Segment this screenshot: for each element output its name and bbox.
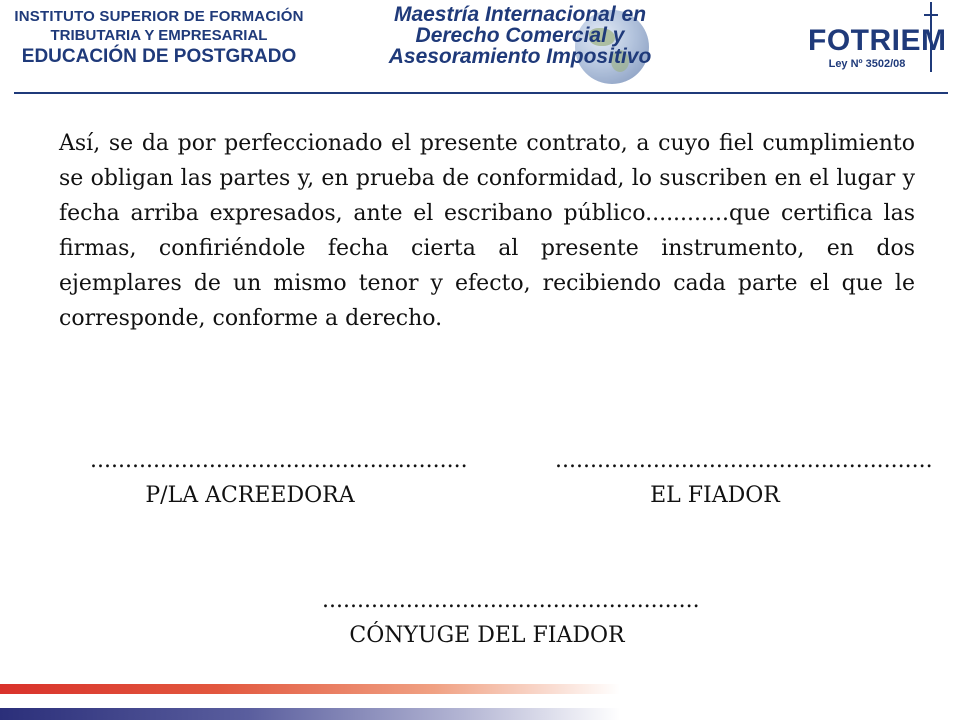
header-rule bbox=[14, 92, 948, 94]
footer-navy-bar bbox=[0, 708, 620, 720]
signature-line: ...................................................... bbox=[555, 448, 933, 473]
institute-line1: INSTITUTO SUPERIOR DE FORMACIÓN bbox=[14, 8, 304, 25]
guarantor-signature bbox=[555, 448, 933, 508]
creditor-signature bbox=[90, 448, 468, 508]
institute-line3: EDUCACIÓN DE POSTGRADO bbox=[21, 46, 297, 67]
guarantor-label: EL FIADOR bbox=[650, 483, 780, 508]
fotriem-logo bbox=[800, 14, 947, 76]
institute-logo bbox=[14, 8, 304, 68]
creditor-label: P/LA ACREEDORA bbox=[145, 483, 355, 508]
spouse-label: CÓNYUGE DEL FIADOR bbox=[349, 623, 625, 648]
logo-divider-cross bbox=[924, 14, 938, 16]
law-number: Ley Nº 3502/08 bbox=[828, 58, 906, 70]
program-line2: Derecho Comercial y bbox=[415, 24, 625, 47]
spouse-signature bbox=[322, 588, 700, 648]
brand-name: FOTRIEM bbox=[808, 24, 947, 57]
slide-header bbox=[0, 0, 960, 96]
institute-line2: TRIBUTARIA Y EMPRESARIAL bbox=[50, 27, 268, 44]
program-line3: Asesoramiento Impositivo bbox=[388, 45, 652, 68]
program-line1: Maestría Internacional en bbox=[393, 3, 647, 26]
contract-paragraph: Así, se da por perfeccionado el presente contrato, a cuyo fiel cumplimiento se obligan las partes y, en prueba de conformidad, lo suscriben en el lugar y fecha arriba expresados, ante el escribano público............que certifica las firmas, confiriéndole fecha cierta al presente instrumento, en dos ejemplares de un mismo tenor y efecto, recibiendo cada parte el que le corresponde, conforme a derecho. bbox=[59, 131, 915, 331]
program-logo bbox=[360, 4, 680, 88]
signature-line: ...................................................... bbox=[322, 588, 700, 613]
signature-line: ...................................................... bbox=[90, 448, 468, 473]
footer-red-bar bbox=[0, 684, 620, 694]
